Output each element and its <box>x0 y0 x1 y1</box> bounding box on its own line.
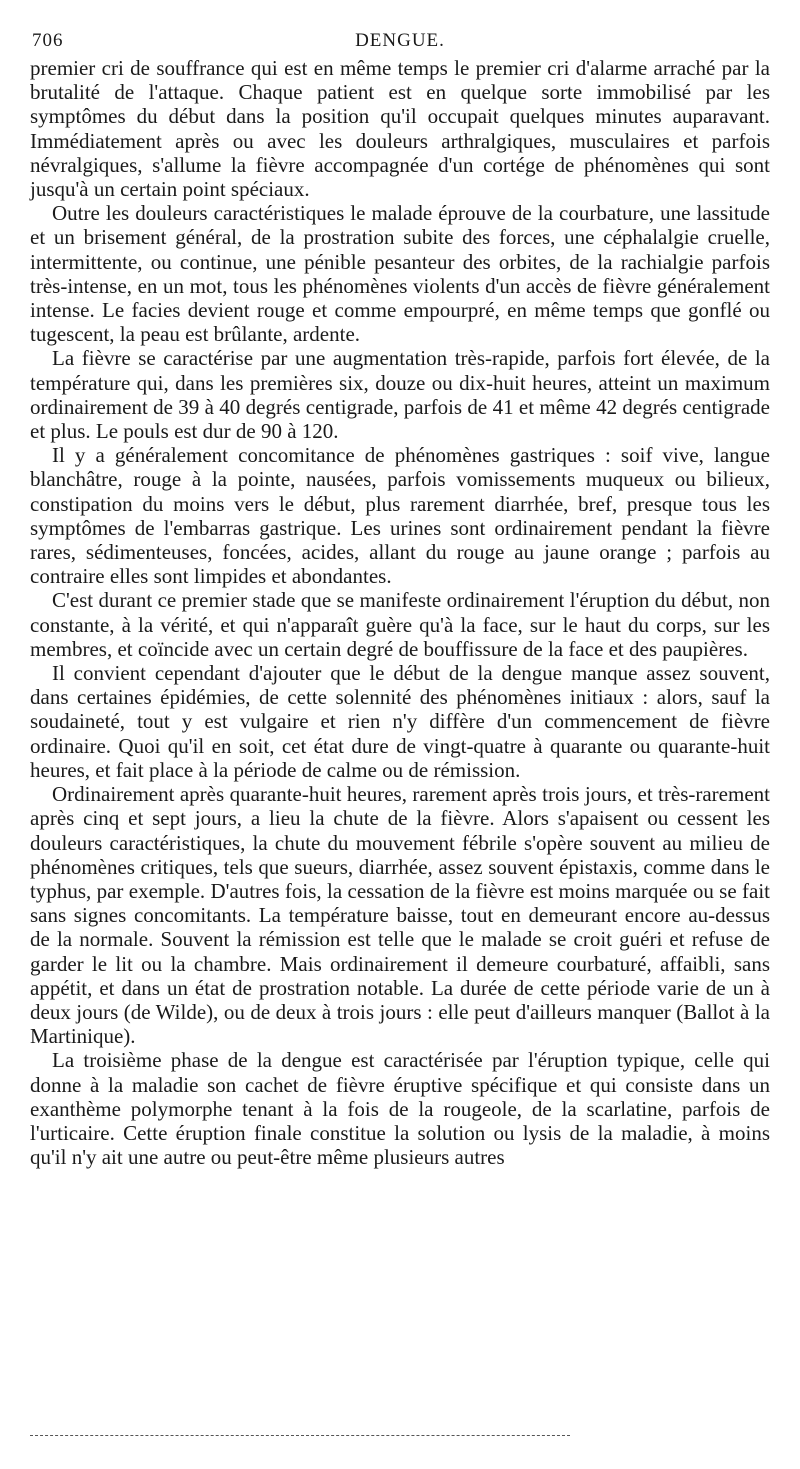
paragraph-5: C'est durant ce premier stade que se manifeste ordinairement l'éruption du début, non constante, à la vérité, et qui n'apparaît guère qu'à la face, sur le haut du corps, sur les membres, et coïncide avec un certain degré de bouffissure de la face et des paupières. <box>30 588 770 661</box>
footer-rule <box>30 1435 570 1436</box>
page-number: 706 <box>32 30 64 51</box>
paragraph-3: La fièvre se caractérise par une augmentation très-rapide, parfois fort élevée, de la température qui, dans les premières six, douze ou dix-huit heures, atteint un maximum ordinairement de 39 à 40 degrés centigrade, parfois de 41 et même 42 degrés centigrade et plus. Le pouls est dur de 90 à 120. <box>30 346 770 444</box>
paragraph-6: Il convient cependant d'ajouter que le début de la dengue manque assez souvent, dans certaines épidémies, de cette solennité des phénomènes initiaux : alors, sauf la soudaineté, tout y est vulgaire et rien n'y diffère d'un commencement de fièvre ordinaire. Quoi qu'il en soit, cet état dure de vingt-quatre à quarante ou quarante-huit heures, et fait place à la période de calme ou de rémission. <box>30 661 770 782</box>
paragraph-2: Outre les douleurs caractéristiques le malade éprouve de la courbature, une lassitude et un brisement général, de la prostration subite des forces, une céphalalgie cruelle, intermittente, ou continue, une pénible pesanteur des orbites, de la rachialgie parfois très-intense, en un mot, tous les phénomènes violents d'un accès de fièvre généralement intense. Le facies devient rouge et comme empourpré, en même temps que gonflé ou tugescent, la peau est brûlante, ardente. <box>30 201 770 347</box>
body-text <box>30 56 770 1169</box>
paragraph-8: La troisième phase de la dengue est caractérisée par l'éruption typique, celle qui donne à la maladie son cachet de fièvre éruptive spécifique et qui consiste dans un exanthème polymorphe tenant à la fois de la rougeole, de la scarlatine, parfois de l'urticaire. Cette éruption finale constitue la solution ou lysis de la maladie, à moins qu'il n'y ait une autre ou peut-être même plusieurs autres <box>30 1048 770 1170</box>
running-title: DENGUE. <box>355 30 445 51</box>
document-page <box>30 24 770 1169</box>
paragraph-7: Ordinairement après quarante-huit heures, rarement après trois jours, et très-rarement après cinq et sept jours, a lieu la chute de la fièvre. Alors s'apaisent ou cessent les douleurs caractéristiques, la chute du mouvement fébrile s'opère souvent au milieu de phénomènes critiques, tels que sueurs, diarrhée, assez souvent épistaxis, comme dans le typhus, par exemple. D'autres fois, la cessation de la fièvre est moins marquée ou se fait sans signes concomitants. La température baisse, tout en demeurant encore au-dessus de la normale. Souvent la rémission est telle que le malade se croit guéri et refuse de garder le lit ou la chambre. Mais ordinairement il demeure courbaturé, affaibli, sans appétit, et dans un état de prostration notable. La durée de cette période varie de un à deux jours (de Wilde), ou de deux à trois jours : elle peut d'ailleurs manquer (Ballot à la Martinique). <box>30 782 770 1049</box>
running-head <box>30 24 770 56</box>
paragraph-1: premier cri de souffrance qui est en même temps le premier cri d'alarme arraché par la brutalité de l'attaque. Chaque patient est en quelque sorte immobilisé par les symptômes du début dans la position qu'il occupait quelques minutes auparavant. Immédiatement après ou avec les douleurs arthralgiques, musculaires et parfois névralgiques, s'allume la fièvre accompagnée d'un cortége de phénomènes qui sont jusqu'à un certain point spéciaux. <box>30 56 770 202</box>
paragraph-4: Il y a généralement concomitance de phénomènes gastriques : soif vive, langue blanchâtre, rouge à la pointe, nausées, parfois vomissements muqueux ou bilieux, constipation du moins vers le début, plus rarement diarrhée, bref, presque tous les symptômes de l'embarras gastrique. Les urines sont ordinairement pendant la fièvre rares, sédimenteuses, foncées, acides, allant du rouge au jaune orange ; parfois au contraire elles sont limpides et abondantes. <box>30 443 770 589</box>
